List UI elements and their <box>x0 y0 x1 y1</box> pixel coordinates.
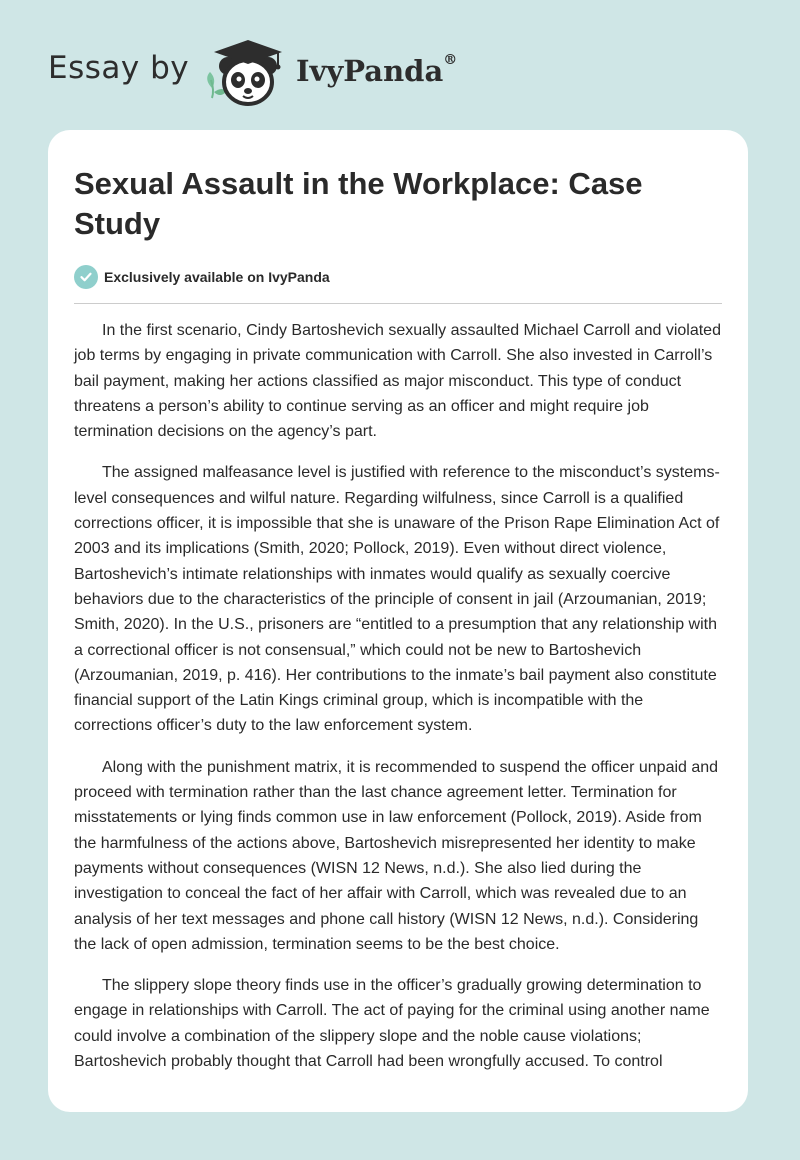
article-card <box>48 130 748 1112</box>
divider <box>74 303 722 304</box>
brand-name[interactable] <box>296 54 457 88</box>
registered-mark: ® <box>443 52 458 68</box>
paragraph: In the first scenario, Cindy Bartoshevich sexually assaulted Michael Carroll and violated job terms by engaging in private communication with Carroll. She also invested in Carroll’s bail payment, making her actions classified as major misconduct. This type of conduct threatens a person’s ability to continue serving as an officer and might require job termination decisions on the agency’s part. <box>74 322 721 441</box>
exclusive-badge <box>74 264 330 290</box>
paragraph: The slippery slope theory finds use in the officer’s gradually growing determination to engage in relationships with Carroll. The act of paying for the criminal using another name could involve a combination of the slippery slope and the noble cause violations; Bartoshevich probably thought that Carroll had been wrongfully accused. To control <box>74 977 710 1071</box>
paragraph: Along with the punishment matrix, it is recommended to suspend the officer unpaid and proceed with termination rather than the last chance agreement letter. Termination for misstatements or lying finds common use in law enforcement (Pollock, 2019). Aside from the harmfulness of the actions above, Bartoshevich misrepresented her identity to make payments without consequences (WISN 12 News, n.d.). She also lied during the investigation to conceal the fact of her affair with Carroll, which was revealed due to an analysis of her text messages and phone call history (WISN 12 News, n.d.). Considering the lack of open admission, termination seems to be the best choice. <box>74 758 719 953</box>
paragraph: The assigned malfeasance level is justified with reference to the misconduct’s systems-level consequences and wilful nature. Regarding wilfulness, since Carroll is a qualified corrections officer, it is impossible that she is unaware of the Prison Rape Elimination Act of 2003 and its implications (Smith, 2020; Pollock, 2019). Even without direct violence, Bartoshevich’s intimate relationships with inmates would qualify as sexually coercive behaviors due to the characteristics of the principle of consent in jail (Arzoumanian, 2019; Smith, 2020). In the U.S., prisoners are “entitled to a presumption that any relationship with a correctional officer is not consensual,” which could not be new to Bartoshevich (Arzoumanian, 2019, p. 416). Her contributions to the inmate’s bail payment also constitute financial support of the Latin Kings criminal group, which is incompatible with the corrections officer’s duty to the law enforcement system. <box>74 464 720 735</box>
exclusive-badge-text: Exclusively available on IvyPanda <box>104 269 330 285</box>
article-title: Sexual Assault in the Workplace: Case Study <box>74 166 643 241</box>
essay-by-label: Essay by <box>48 50 190 86</box>
site-header <box>0 0 800 130</box>
brand-name-text: IvyPanda <box>296 54 444 88</box>
panda-graduation-cap-icon[interactable] <box>200 36 290 110</box>
article-body <box>74 318 724 1090</box>
check-circle-icon <box>74 265 98 289</box>
